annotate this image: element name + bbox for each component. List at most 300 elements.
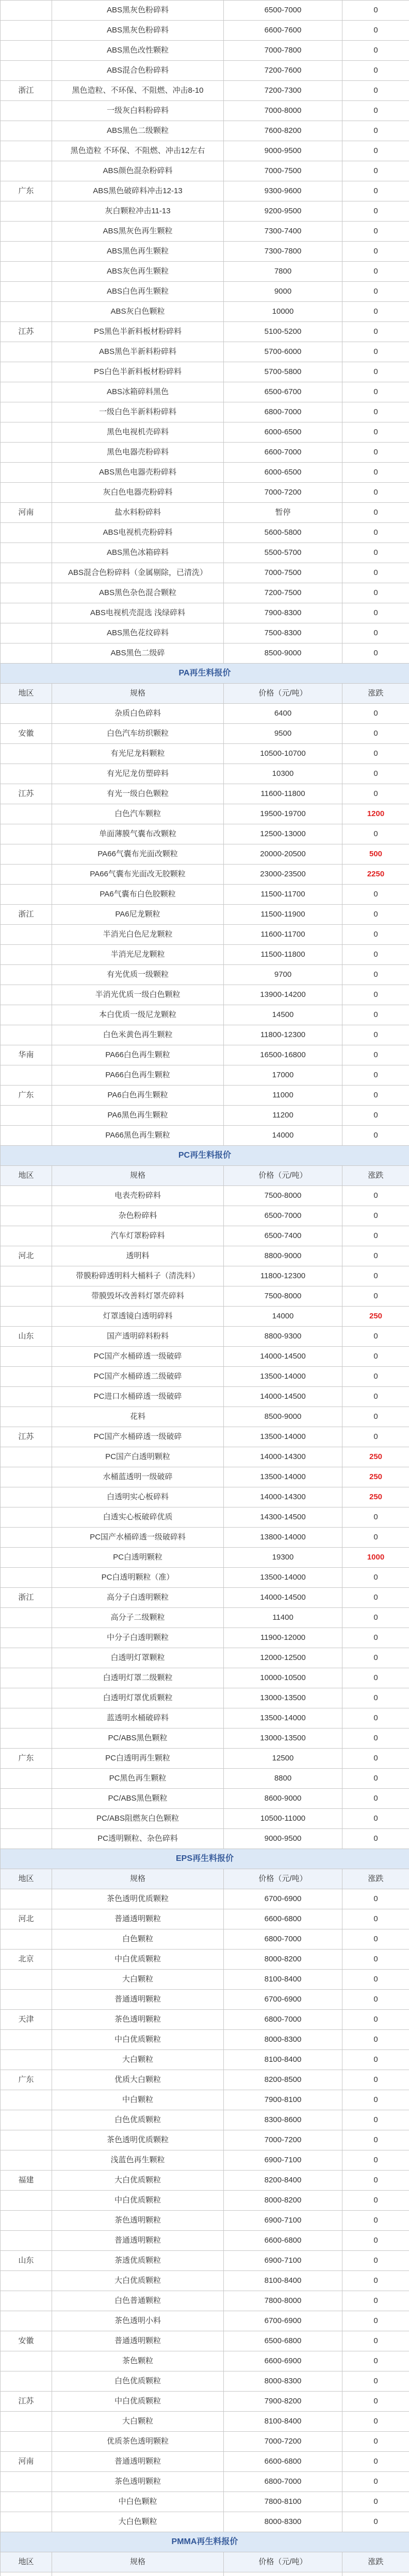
cell-spec: ABS黑色花纹碎料 (52, 623, 224, 643)
table-row (1, 2432, 409, 2452)
cell-region (1, 1487, 52, 1507)
cell-spec: 普通透明颗粒 (52, 2331, 224, 2351)
cell-price: 8800-9300 (224, 1327, 342, 1347)
cell-spec: ABS白色再生颗粒 (52, 282, 224, 302)
table-row (1, 1648, 409, 1668)
table-row (1, 1307, 409, 1327)
section-title-row (1, 1146, 409, 1166)
cell-chg: 0 (342, 181, 409, 201)
table-row (1, 2452, 409, 2472)
cell-chg: 0 (342, 1688, 409, 1708)
cell-chg: 0 (342, 201, 409, 222)
cell-region: 安徽 (1, 2331, 52, 2351)
cell-spec: PS白色半新料板材粉碎料 (52, 362, 224, 382)
cell-spec (52, 2572, 224, 2576)
cell-chg: 0 (342, 2472, 409, 2492)
cell-region: 天津 (1, 2010, 52, 2030)
cell-chg: 0 (342, 583, 409, 603)
cell-chg: 2250 (342, 865, 409, 885)
cell-chg: 0 (342, 1628, 409, 1648)
cell-spec: ABS混合色粉碎料 (52, 61, 224, 81)
cell-region: 浙江 (1, 905, 52, 925)
table-row (1, 201, 409, 222)
cell-spec: 茶色透明颗粒 (52, 2472, 224, 2492)
table-row (1, 1708, 409, 1728)
cell-spec: 中白颗粒 (52, 2090, 224, 2110)
cell-price: 14500 (224, 1005, 342, 1025)
cell-chg: 0 (342, 302, 409, 322)
table-row (1, 1789, 409, 1809)
cell-region (1, 422, 52, 443)
table-row (1, 804, 409, 824)
cell-chg: 0 (342, 2110, 409, 2130)
cell-region: 江苏 (1, 2392, 52, 2412)
cell-price: 7800 (224, 262, 342, 282)
cell-chg: 0 (342, 1929, 409, 1950)
cell-spec: PC/ABS黑色颗粒 (52, 1728, 224, 1749)
cell-price: 6500-6700 (224, 382, 342, 402)
cell-chg: 250 (342, 1307, 409, 1327)
table-row (1, 2291, 409, 2311)
cell-spec: PC国产水桶碎透一级破碎 (52, 1427, 224, 1447)
cell-chg: 0 (342, 1045, 409, 1065)
cell-chg: 0 (342, 1769, 409, 1789)
cell-spec: 半消光优质一级白色颗粒 (52, 985, 224, 1005)
cell-region (1, 925, 52, 945)
cell-spec: 半消光白色尼龙颗粒 (52, 925, 224, 945)
cell-price: 12500-13000 (224, 824, 342, 844)
cell-chg: 0 (342, 543, 409, 563)
table-row (1, 121, 409, 141)
cell-region (1, 1367, 52, 1387)
cell-region (1, 824, 52, 844)
cell-price: 9000-9500 (224, 141, 342, 161)
table-row (1, 1106, 409, 1126)
table-row (1, 1929, 409, 1950)
table-row (1, 865, 409, 885)
cell-spec: 灰白颗粒冲击11-13 (52, 201, 224, 222)
cell-region (1, 402, 52, 422)
cell-chg: 0 (342, 784, 409, 804)
cell-spec: PA66气囊布光面改颗粒 (52, 844, 224, 865)
cell-chg: 0 (342, 1588, 409, 1608)
cell-region (1, 483, 52, 503)
cell-spec: 单面薄膜气囊布改颗粒 (52, 824, 224, 844)
cell-region: 福建 (1, 2171, 52, 2191)
cell-chg: 0 (342, 2030, 409, 2050)
cell-chg: 0 (342, 2251, 409, 2271)
cell-price: 11000 (224, 1086, 342, 1106)
cell-region (1, 2211, 52, 2231)
table-row (1, 443, 409, 463)
cell-chg: 0 (342, 121, 409, 141)
table-row (1, 1206, 409, 1226)
cell-spec: 茶色透明优质颗粒 (52, 2130, 224, 2150)
cell-price: 7000-7800 (224, 41, 342, 61)
cell-price: 14000-14500 (224, 1588, 342, 1608)
cell-chg: 0 (342, 262, 409, 282)
table-row (1, 1970, 409, 1990)
cell-spec: 茶色透明颗粒 (52, 2010, 224, 2030)
table-row (1, 282, 409, 302)
table-row (1, 885, 409, 905)
cell-spec: ABS黑色再生颗粒 (52, 242, 224, 262)
cell-chg: 0 (342, 1407, 409, 1427)
table-row (1, 1548, 409, 1568)
cell-region (1, 704, 52, 724)
table-row (1, 1086, 409, 1106)
cell-region (1, 2030, 52, 2050)
cell-chg: 0 (342, 2191, 409, 2211)
cell-chg: 0 (342, 2392, 409, 2412)
cell-region (1, 1548, 52, 1568)
column-header-row (1, 2552, 409, 2572)
table-row (1, 422, 409, 443)
table-row (1, 1065, 409, 1086)
table-row (1, 1286, 409, 1307)
cell-spec: 普通透明颗粒 (52, 2231, 224, 2251)
cell-region (1, 2291, 52, 2311)
table-row (1, 1628, 409, 1648)
table-row (1, 764, 409, 784)
table-row (1, 21, 409, 41)
table-row (1, 2572, 409, 2576)
cell-price: 8100-8400 (224, 2271, 342, 2291)
cell-price: 8000-8200 (224, 2191, 342, 2211)
table-row (1, 945, 409, 965)
cell-price: 13900-14200 (224, 985, 342, 1005)
cell-price: 11200 (224, 1106, 342, 1126)
table-row (1, 2110, 409, 2130)
cell-chg: 0 (342, 141, 409, 161)
table-row (1, 342, 409, 362)
cell-spec: 灰白色电器壳粉碎料 (52, 483, 224, 503)
cell-chg: 0 (342, 1226, 409, 1246)
cell-region (1, 1528, 52, 1548)
table-row (1, 2211, 409, 2231)
cell-region (1, 141, 52, 161)
section-title: PC再生料报价 (1, 1146, 409, 1166)
cell-region (1, 2150, 52, 2171)
cell-chg: 0 (342, 1990, 409, 2010)
cell-price: 7800-8100 (224, 2492, 342, 2512)
table-row (1, 141, 409, 161)
cell-region (1, 1005, 52, 1025)
cell-chg: 0 (342, 2010, 409, 2030)
cell-chg: 0 (342, 643, 409, 664)
cell-price: 11400 (224, 1608, 342, 1628)
cell-price: 13500-14000 (224, 1467, 342, 1487)
cell-price: 6700-6900 (224, 1889, 342, 1909)
cell-price: 6900-7100 (224, 2251, 342, 2271)
column-header-region: 地区 (1, 2552, 52, 2572)
cell-spec: ABS黑色半新料粉碎料 (52, 342, 224, 362)
cell-region (1, 1065, 52, 1086)
cell-region (1, 1126, 52, 1146)
table-row (1, 302, 409, 322)
table-row (1, 2010, 409, 2030)
column-header-price: 价格（元/吨） (224, 2552, 342, 2572)
column-header-row (1, 684, 409, 704)
table-row (1, 1025, 409, 1045)
cell-chg: 250 (342, 1487, 409, 1507)
cell-spec: 汽车灯罩粉碎料 (52, 1226, 224, 1246)
cell-region (1, 1889, 52, 1909)
cell-spec: 水桶蓝透明一级破碎 (52, 1467, 224, 1487)
cell-chg: 0 (342, 1668, 409, 1688)
cell-spec: 黑色电器壳粉碎料 (52, 443, 224, 463)
cell-price: 8100-8400 (224, 1970, 342, 1990)
table-row (1, 1447, 409, 1467)
cell-region (1, 1447, 52, 1467)
cell-spec: ABS黑灰色再生颗粒 (52, 222, 224, 242)
cell-chg: 0 (342, 1286, 409, 1307)
cell-region (1, 1648, 52, 1668)
cell-spec: PC透明颗粒、杂色碎料 (52, 1829, 224, 1849)
cell-chg: 0 (342, 1728, 409, 1749)
section-title-row (1, 2532, 409, 2552)
cell-price: 11500-11700 (224, 885, 342, 905)
cell-region (1, 844, 52, 865)
cell-spec: ABS黑色冰箱碎料 (52, 543, 224, 563)
cell-chg: 0 (342, 1186, 409, 1206)
cell-chg: 0 (342, 1427, 409, 1447)
cell-spec: 花料 (52, 1407, 224, 1427)
cell-chg: 0 (342, 905, 409, 925)
cell-region: 江苏 (1, 322, 52, 342)
cell-region (1, 744, 52, 764)
table-row (1, 1387, 409, 1407)
cell-spec: 有光尼龙料颗粒 (52, 744, 224, 764)
table-row (1, 1467, 409, 1487)
cell-chg: 0 (342, 2070, 409, 2090)
cell-chg: 0 (342, 1568, 409, 1588)
cell-spec: ABS灰白色颗粒 (52, 302, 224, 322)
table-row (1, 1226, 409, 1246)
price-table-body (1, 1, 409, 2576)
table-row (1, 1507, 409, 1528)
table-row (1, 1045, 409, 1065)
cell-region (1, 885, 52, 905)
cell-chg: 0 (342, 282, 409, 302)
table-row (1, 2512, 409, 2532)
cell-price: 7200-7500 (224, 583, 342, 603)
cell-price: 10000-10500 (224, 1668, 342, 1688)
cell-chg: 0 (342, 563, 409, 583)
cell-region (1, 563, 52, 583)
column-header-region: 地区 (1, 1869, 52, 1889)
cell-chg: 0 (342, 1126, 409, 1146)
cell-spec: 白色颗粒 (52, 1929, 224, 1950)
cell-chg: 0 (342, 1246, 409, 1266)
cell-spec: ABS电视机壳粉碎料 (52, 523, 224, 543)
cell-chg: 0 (342, 2452, 409, 2472)
table-row (1, 2271, 409, 2291)
table-row (1, 965, 409, 985)
cell-price: 7300-7800 (224, 242, 342, 262)
cell-region (1, 362, 52, 382)
cell-price: 9000-9500 (224, 1829, 342, 1849)
cell-price: 11600-11800 (224, 784, 342, 804)
cell-price: 6500-7000 (224, 1206, 342, 1226)
cell-chg: 0 (342, 1708, 409, 1728)
column-header-row (1, 1869, 409, 1889)
cell-chg: 0 (342, 1608, 409, 1628)
cell-region (1, 523, 52, 543)
cell-spec: 中白优质颗粒 (52, 1950, 224, 1970)
cell-region (1, 2412, 52, 2432)
cell-region (1, 2130, 52, 2150)
table-row (1, 1347, 409, 1367)
table-row (1, 2030, 409, 2050)
cell-region (1, 2492, 52, 2512)
cell-spec: 中白色颗粒 (52, 2492, 224, 2512)
cell-region: 河南 (1, 503, 52, 523)
table-row (1, 543, 409, 563)
cell-region (1, 945, 52, 965)
cell-price: 14000 (224, 1307, 342, 1327)
cell-spec: 白透实心板破碎优质 (52, 1507, 224, 1528)
table-row (1, 61, 409, 81)
section-title-row (1, 1849, 409, 1869)
table-row (1, 362, 409, 382)
cell-region (1, 2110, 52, 2130)
cell-region (1, 342, 52, 362)
cell-region (1, 242, 52, 262)
cell-price: 6800-7000 (224, 1929, 342, 1950)
cell-price: 6900-7100 (224, 2150, 342, 2171)
cell-chg: 0 (342, 2171, 409, 2191)
cell-price: 14000-14300 (224, 1487, 342, 1507)
cell-region: 安徽 (1, 724, 52, 744)
cell-spec: 黑色造粒 不环保、不阻燃、冲击12左右 (52, 141, 224, 161)
cell-region (1, 1929, 52, 1950)
cell-chg: 1000 (342, 1548, 409, 1568)
cell-price: 5100-5200 (224, 322, 342, 342)
cell-chg: 0 (342, 925, 409, 945)
cell-spec: 茶透优质颗粒 (52, 2251, 224, 2271)
cell-spec: 带膜粉碎透明料大桶料子（清洗料） (52, 1266, 224, 1286)
cell-price: 20000-20500 (224, 844, 342, 865)
cell-spec: 高分子白透明颗粒 (52, 1588, 224, 1608)
cell-spec: PC国产水桶碎透一级破碎 (52, 1347, 224, 1367)
cell-region (1, 1990, 52, 2010)
cell-spec: 黑色造粒、不环保、不阻燃、冲击8-10 (52, 81, 224, 101)
cell-chg: 0 (342, 463, 409, 483)
cell-chg: 250 (342, 1467, 409, 1487)
cell-price: 8300-8600 (224, 2110, 342, 2130)
cell-price: 6700-6900 (224, 2311, 342, 2331)
cell-price: 8000-8300 (224, 2030, 342, 2050)
cell-chg: 0 (342, 1950, 409, 1970)
table-row (1, 2130, 409, 2150)
cell-price: 9700 (224, 965, 342, 985)
cell-chg: 0 (342, 744, 409, 764)
cell-spec: 优质大白颗粒 (52, 2070, 224, 2090)
cell-price: 7000-7500 (224, 563, 342, 583)
cell-region (1, 443, 52, 463)
cell-region: 江苏 (1, 784, 52, 804)
table-row (1, 101, 409, 121)
table-row (1, 1126, 409, 1146)
cell-spec: 透明料 (52, 1246, 224, 1266)
cell-spec: 白色米黄色再生颗粒 (52, 1025, 224, 1045)
cell-price: 9000 (224, 282, 342, 302)
cell-price: 6600-6800 (224, 1909, 342, 1929)
cell-region (1, 1728, 52, 1749)
cell-price: 6800-7000 (224, 2010, 342, 2030)
cell-chg: 0 (342, 362, 409, 382)
cell-spec: 带膜毁坏改善料灯罩壳碎料 (52, 1286, 224, 1307)
cell-spec: 白透明实心板碎料 (52, 1487, 224, 1507)
cell-chg: 0 (342, 1347, 409, 1367)
table-row (1, 2070, 409, 2090)
table-row (1, 1769, 409, 1789)
table-row (1, 905, 409, 925)
cell-region (1, 201, 52, 222)
cell-region (1, 1307, 52, 1327)
cell-price: 14000 (224, 1126, 342, 1146)
cell-spec: 高分子二级颗粒 (52, 1608, 224, 1628)
cell-price: 7000-7500 (224, 161, 342, 181)
table-row (1, 2492, 409, 2512)
table-row (1, 1266, 409, 1286)
table-row (1, 1889, 409, 1909)
column-header-chg: 涨跌 (342, 1166, 409, 1186)
table-row (1, 1407, 409, 1427)
cell-spec: PC白透明颗粒（准） (52, 1568, 224, 1588)
cell-chg: 0 (342, 2211, 409, 2231)
cell-price: 6500-7000 (224, 1, 342, 21)
cell-spec: 国产透明碎料粉料 (52, 1327, 224, 1347)
column-header-region: 地区 (1, 684, 52, 704)
cell-spec: ABS黑灰色粉碎料 (52, 1, 224, 21)
table-row (1, 1829, 409, 1849)
cell-price: 11800-12300 (224, 1266, 342, 1286)
table-row (1, 844, 409, 865)
section-title: PA再生料报价 (1, 664, 409, 684)
cell-spec: ABS黑色破碎料冲击12-13 (52, 181, 224, 201)
cell-region: 浙江 (1, 1588, 52, 1608)
table-row (1, 2171, 409, 2191)
table-row (1, 1728, 409, 1749)
cell-chg: 0 (342, 724, 409, 744)
cell-spec: PA66黑色再生颗粒 (52, 1126, 224, 1146)
table-row (1, 744, 409, 764)
table-row (1, 1427, 409, 1447)
cell-price: 13800-14000 (224, 1528, 342, 1548)
cell-chg: 0 (342, 2271, 409, 2291)
table-row (1, 463, 409, 483)
cell-region (1, 262, 52, 282)
cell-price: 19500-19700 (224, 804, 342, 824)
cell-price: 13500-14000 (224, 1568, 342, 1588)
table-row (1, 2331, 409, 2351)
cell-region (1, 764, 52, 784)
cell-chg: 0 (342, 1266, 409, 1286)
column-header-spec: 规格 (52, 684, 224, 704)
cell-spec: 蓝透明水桶破碎料 (52, 1708, 224, 1728)
cell-spec: 电表壳粉碎料 (52, 1186, 224, 1206)
cell-price: 6800-7000 (224, 2472, 342, 2492)
cell-chg: 0 (342, 1528, 409, 1548)
cell-region (1, 643, 52, 664)
table-row (1, 1528, 409, 1548)
cell-chg: 0 (342, 2351, 409, 2371)
cell-price: 13000-13500 (224, 1688, 342, 1708)
cell-region (1, 463, 52, 483)
cell-spec: 普通透明颗粒 (52, 2452, 224, 2472)
